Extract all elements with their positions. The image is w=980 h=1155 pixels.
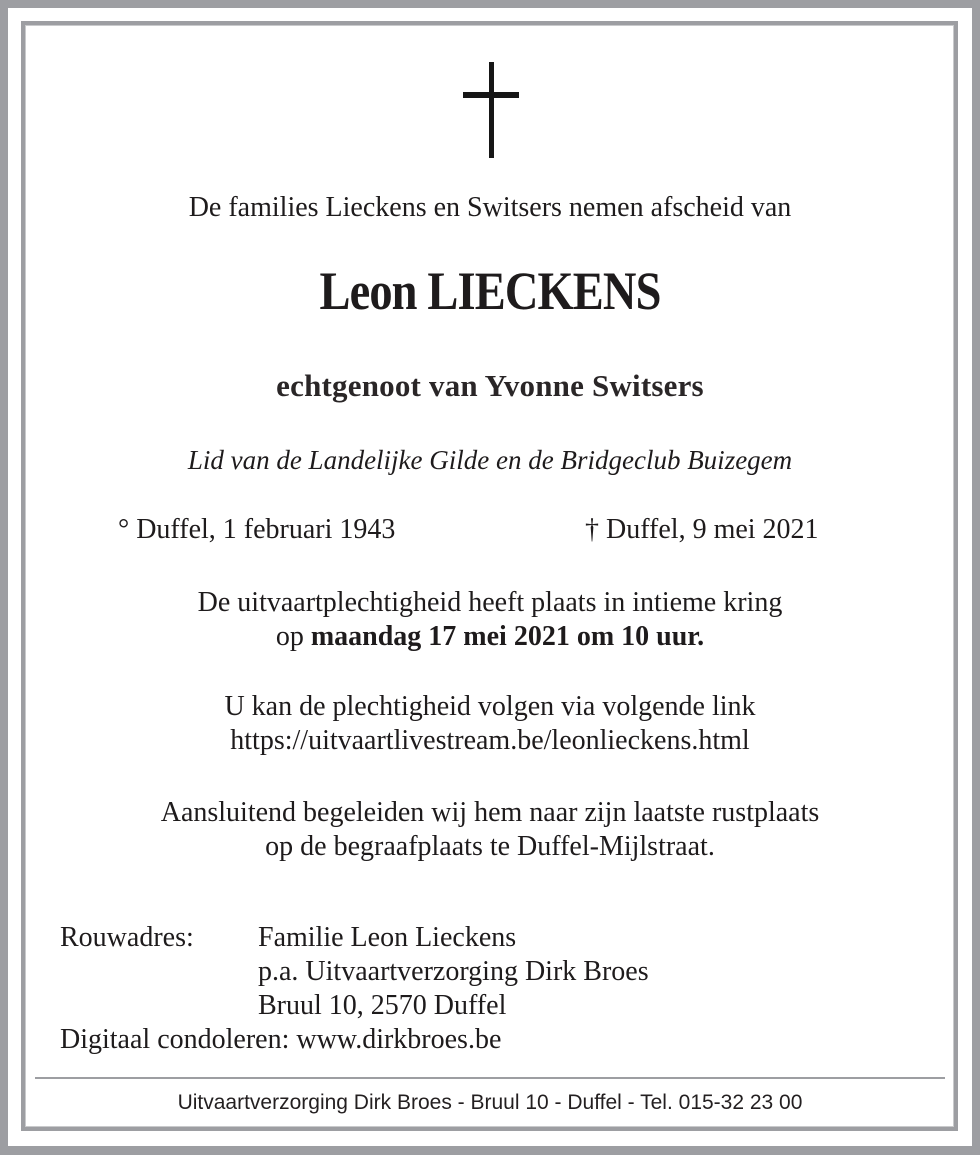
mourning-address-line: Familie Leon Lieckens [258, 922, 517, 953]
ceremony-prefix: op [275, 621, 311, 652]
burial-line-1: Aansluitend begeleiden wij hem naar zijn laatste rustplaats [160, 797, 820, 828]
death-text: Duffel, 9 mei 2021 [606, 514, 819, 545]
mourning-address-line: Bruul 10, 2570 Duffel [258, 990, 507, 1021]
birth-symbol: ° [118, 514, 130, 545]
footer-divider [35, 1077, 945, 1079]
cross-horizontal-bar [463, 92, 519, 98]
cross-vertical-bar [489, 62, 494, 158]
livestream-intro: U kan de plechtigheid volgen via volgende link [224, 691, 756, 722]
spouse-line: echtgenoot van Yvonne Switsers [276, 368, 704, 403]
cross-icon [463, 62, 519, 158]
ceremony-datetime: maandag 17 mei 2021 om 10 uur. [310, 621, 705, 652]
birth-info [118, 512, 395, 548]
ceremony-line-2 [0, 620, 980, 654]
mourning-address-line: p.a. Uitvaartverzorging Dirk Broes [258, 956, 649, 987]
livestream-link[interactable]: https://uitvaartlivestream.be/leonlieckens.html [230, 725, 750, 756]
membership-line: Lid van de Landelijke Gilde en de Bridgeclub Buizegem [187, 445, 793, 475]
deceased-name: Leon LIECKENS [319, 261, 661, 321]
ceremony-line-1: De uitvaartplechtigheid heeft plaats in intieme kring [197, 587, 783, 618]
birth-text: Duffel, 1 februari 1943 [136, 514, 396, 545]
condolence-line [60, 1023, 501, 1057]
intro-text: De families Lieckens en Switsers nemen afscheid van [188, 192, 792, 223]
mourning-address-label: Rouwadres: [60, 922, 194, 953]
burial-line-2: op de begraafplaats te Duffel-Mijlstraat. [265, 831, 715, 862]
death-info [585, 512, 819, 548]
footer-text: Uitvaartverzorging Dirk Broes - Bruul 10 - Duffel - Tel. 015-32 23 00 [177, 1091, 803, 1114]
condolence-label: Digitaal condoleren: [60, 1024, 297, 1055]
death-cross-icon: † [585, 514, 599, 545]
condolence-link[interactable]: www.dirkbroes.be [296, 1024, 502, 1055]
